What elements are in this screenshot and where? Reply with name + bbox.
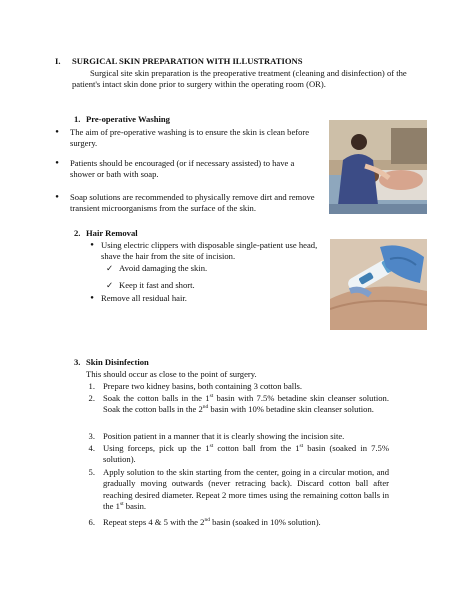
check-icon: ✓ [106,263,114,273]
hair-number: 2. [74,228,81,238]
hair-bullet-2: Remove all residual hair. [101,293,187,303]
bullet-icon: ● [90,295,94,301]
disinfection-number: 3. [74,357,81,367]
clipper-photo [330,239,427,330]
step-number: 5. [88,467,95,477]
disinfection-intro: This should occur as close to the point of surgery. [86,369,257,379]
step-4: Using forceps, pick up the 1st cotton ball from the 1st basin (soaked in 7.5% solution). [103,443,389,465]
step-number: 2. [88,393,95,403]
step-number: 3. [88,431,95,441]
preop-title: Pre-operative Washing [86,114,170,124]
preop-number: 1. [74,114,81,124]
step-6: Repeat steps 4 & 5 with the 2nd basin (soaked in 10% solution). [103,517,321,527]
preop-bullet-1: The aim of pre-operative washing is to ensure the skin is clean before surgery. [70,127,310,149]
hair-bullet-1: Using electric clippers with disposable single-patient use head, shave the hair from the site of incision. [101,240,318,262]
hair-check-2: Keep it fast and short. [119,280,195,290]
hair-title: Hair Removal [86,228,138,238]
step-number: 1. [88,381,95,391]
bullet-icon: ● [90,242,94,248]
bullet-icon: ● [55,160,59,166]
step-2: Soak the cotton balls in the 1st basin with 7.5% betadine skin cleanser solution. Soak the cotton balls in the 2nd basin with 10% betadine skin cleanser solution. [103,393,389,415]
washing-photo [329,120,427,214]
step-5: Apply solution to the skin starting from the center, going in a circular motion, and gradually moving outwards (never retracing back). Discard cotton ball after reaching desired diameter. Repeat 2 more times using the remaining cotton balls in the 1st basin. [103,467,389,512]
bullet-icon: ● [55,129,59,135]
preop-bullet-2: Patients should be encouraged (or if necessary assisted) to have a shower or bath with soap. [70,158,295,180]
bullet-icon: ● [55,194,59,200]
step-1: Prepare two kidney basins, both containing 3 cotton balls. [103,381,303,391]
hair-check-1: Avoid damaging the skin. [119,263,208,273]
section-title: SURGICAL SKIN PREPARATION WITH ILLUSTRATIONS [72,56,303,66]
section-roman: I. [55,56,61,66]
section-intro: Surgical site skin preparation is the preoperative treatment (cleaning and disinfection) of the patient's intact skin done prior to surgery within the operating room (OR). [72,68,407,90]
preop-bullet-3: Soap solutions are recommended to physically remove dirt and remove transient microorganisms from the surface of the skin. [70,192,315,214]
step-number: 6. [88,517,95,527]
disinfection-title: Skin Disinfection [86,357,149,367]
check-icon: ✓ [106,280,114,290]
step-number: 4. [88,443,95,453]
step-3: Position patient in a manner that it is clearly showing the incision site. [103,431,345,441]
